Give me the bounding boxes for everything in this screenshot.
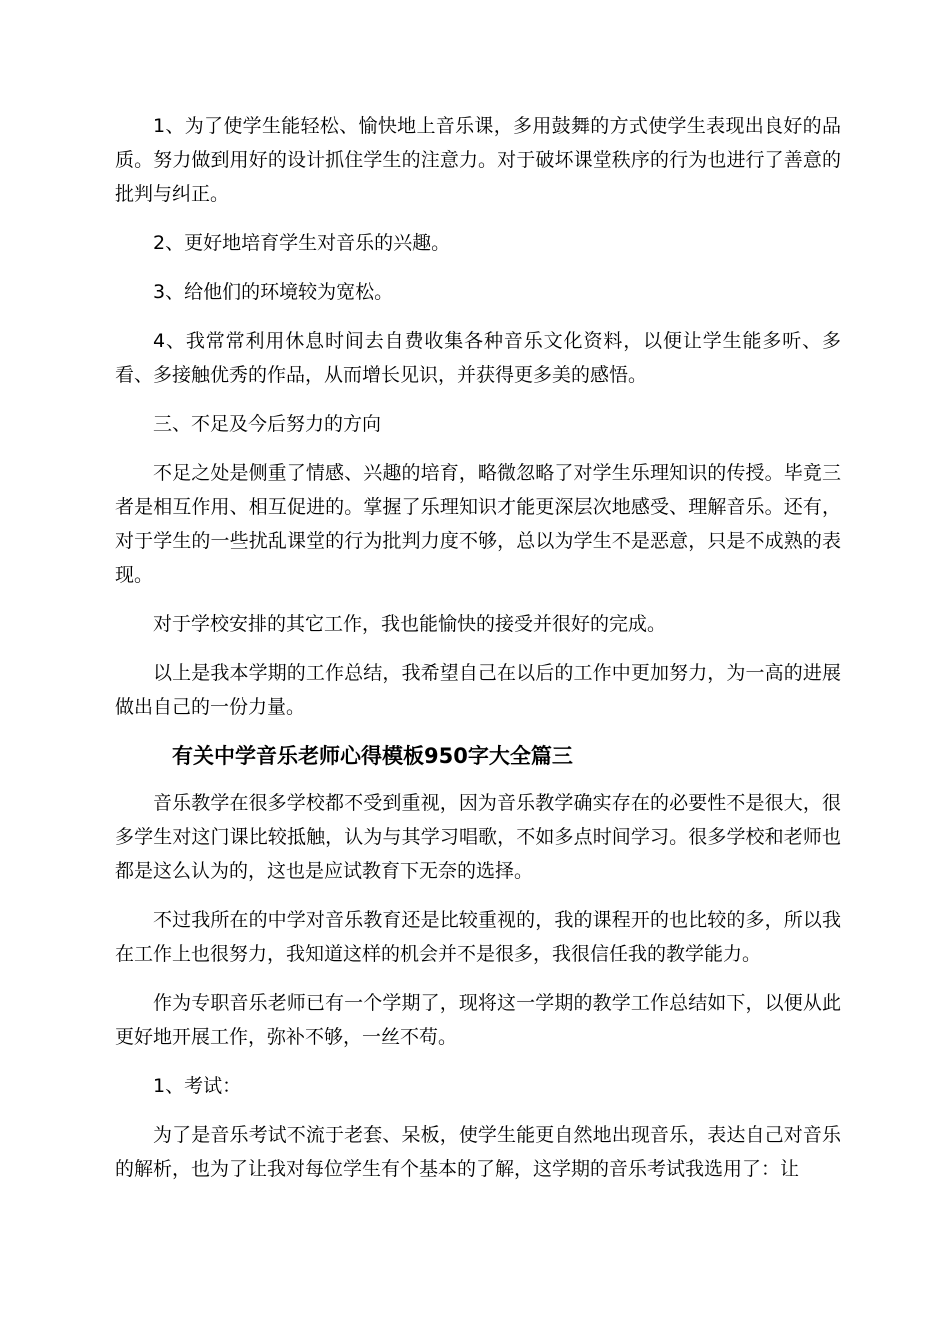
paragraph: 不过我所在的中学对音乐教育还是比较重视的，我的课程开的也比较的多，所以我在工作上也很努力，我知道这样的机会并不是很多，我很信任我的教学能力。 [115,909,841,965]
paragraph: 1、为了使学生能轻松、愉快地上音乐课，多用鼓舞的方式使学生表现出良好的品质。努力做到用好的设计抓住学生的注意力。对于破坏课堂秩序的行为也进行了善意的批判与纠正。 [115,115,841,205]
paragraph: 2、更好地培育学生对音乐的兴趣。 [153,232,451,254]
paragraph: 对于学校安排的其它工作，我也能愉快的接受并很好的完成。 [153,613,667,635]
paragraph: 4、我常常利用休息时间去自费收集各种音乐文化资料，以便让学生能多听、多看、多接触优秀的作品，从而增长见识，并获得更多美的感悟。 [115,330,841,386]
paragraph: 为了是音乐考试不流于老套、呆板，使学生能更自然地出现音乐，表达自己对音乐的解析，也为了让我对每位学生有个基本的了解，这学期的音乐考试我选用了：让 [115,1124,841,1180]
paragraph: 3、给他们的环境较为宽松。 [153,281,394,303]
article-heading: 有关中学音乐老师心得模板950字大全篇三 [172,744,573,768]
paragraph: 1、考试： [153,1075,242,1097]
document-page [115,109,841,1201]
paragraph: 以上是我本学期的工作总结，我希望自己在以后的工作中更加努力，为一高的进展做出自己的一份力量。 [115,662,841,718]
paragraph: 音乐教学在很多学校都不受到重视，因为音乐教学确实存在的必要性不是很大，很多学生对这门课比较抵触，认为与其学习唱歌，不如多点时间学习。很多学校和老师也都是这么认为的，这也是应试教育下无奈的选择。 [115,792,841,882]
paragraph: 不足之处是侧重了情感、兴趣的培育，略微忽略了对学生乐理知识的传授。毕竟三者是相互作用、相互促进的。掌握了乐理知识才能更深层次地感受、理解音乐。还有，对于学生的一些扰乱课堂的行为批判力度不够，总以为学生不是恶意，只是不成熟的表现。 [115,462,841,586]
paragraph: 作为专职音乐老师已有一个学期了，现将这一学期的教学工作总结如下，以便从此更好地开展工作，弥补不够，一丝不苟。 [115,992,841,1048]
section-title: 三、不足及今后努力的方向 [153,413,382,435]
